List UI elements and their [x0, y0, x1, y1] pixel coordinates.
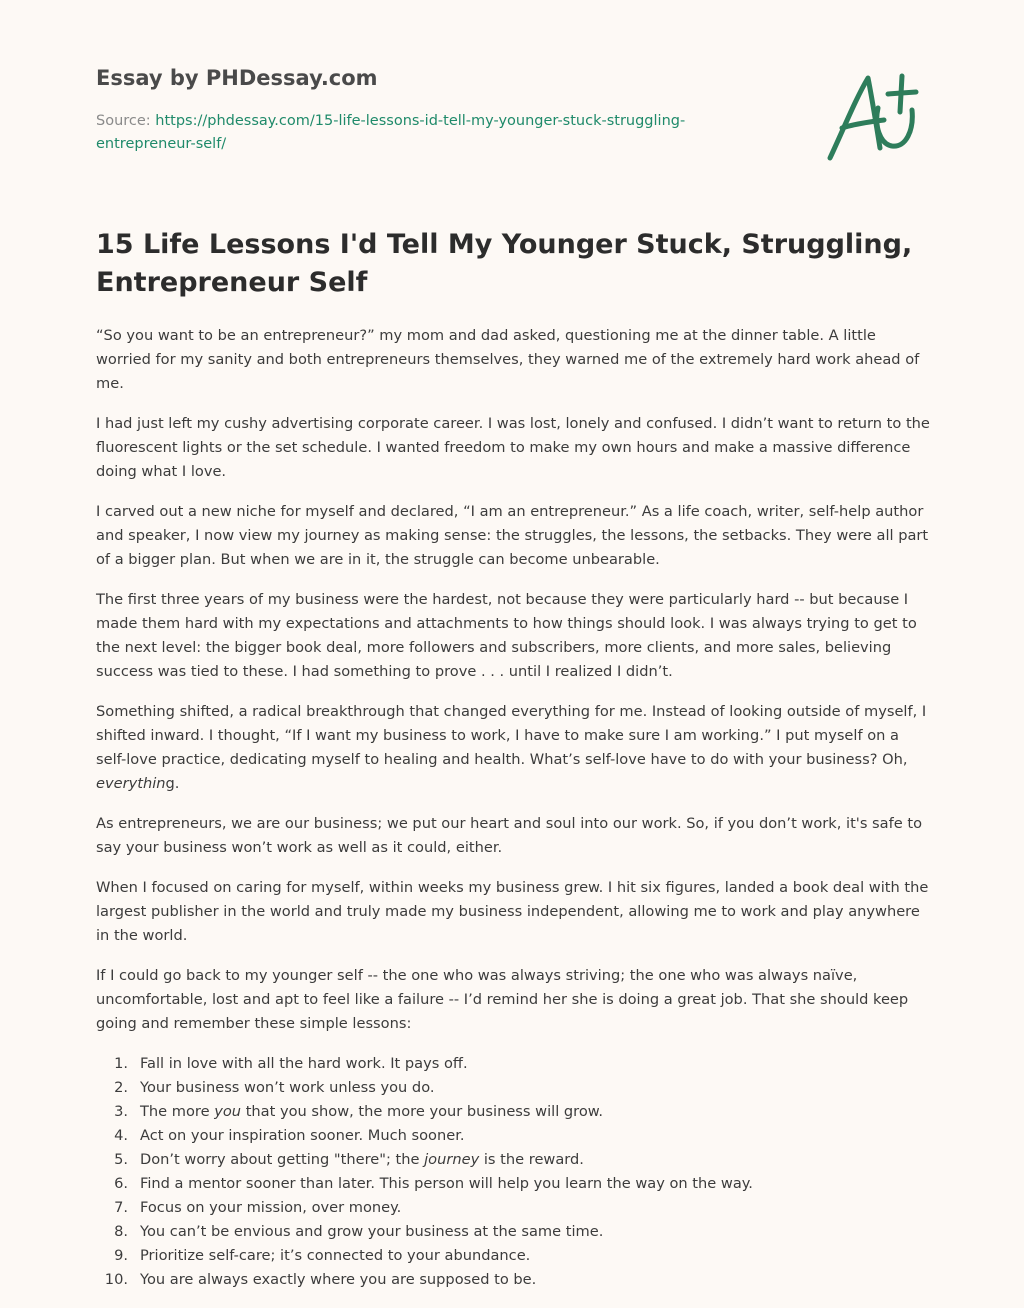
list-number: 1.: [114, 1055, 128, 1072]
paragraph: [96, 412, 930, 484]
paragraph: [96, 964, 930, 1036]
list-item: [96, 1220, 930, 1244]
list-number: 10.: [104, 1271, 128, 1288]
paragraph-text: Something shifted, a radical breakthrough that changed everything for me. Instead of looking outside of myself, I shifted inward. I thought, “If I want my business to work, I have to make sure I am working.” I put myself on a self-love practice, dedicating myself to healing and health. What’s self-love have to do with your business? Oh,: [96, 703, 927, 768]
paragraph-text: When I focused on caring for myself, within weeks my business grew. I hit six figures, landed a book deal with the largest publisher in the world and truly made my business independent, allowing me to work and play anywhere in the world.: [96, 879, 929, 944]
list-item-text: that you show, the more your business will grow.: [241, 1103, 603, 1120]
paragraph: [96, 588, 930, 684]
essay-body: [96, 324, 930, 1292]
list-number: 5.: [114, 1151, 128, 1168]
list-item-text: Fall in love with all the hard work. It pays off.: [140, 1055, 468, 1072]
list-item-text: You are always exactly where you are supposed to be.: [140, 1271, 537, 1288]
list-item: [96, 1076, 930, 1100]
a-plus-logo-icon: [822, 68, 926, 164]
emphasis-text: you: [214, 1103, 242, 1120]
source-line: [96, 110, 736, 156]
paragraph-text: “So you want to be an entrepreneur?” my mom and dad asked, questioning me at the dinner table. A little worried for my sanity and both entrepreneurs themselves, they warned me of the extremely hard work ahead of me.: [96, 327, 920, 392]
list-item-text: is the reward.: [479, 1151, 584, 1168]
list-number: 6.: [114, 1175, 128, 1192]
paragraph-list: [96, 324, 930, 1036]
emphasis-text: journey: [424, 1151, 480, 1168]
paragraph: [96, 700, 930, 796]
list-item-text: The more: [140, 1103, 215, 1120]
emphasis-text: everythin: [96, 775, 166, 792]
list-item: [96, 1148, 930, 1172]
list-item: [96, 1244, 930, 1268]
list-item-text: Prioritize self-care; it’s connected to your abundance.: [140, 1247, 531, 1264]
list-item-text: You can’t be envious and grow your business at the same time.: [140, 1223, 604, 1240]
list-number: 2.: [114, 1079, 128, 1096]
paragraph-text: The first three years of my business were the hardest, not because they were particularly hard -- but because I made them hard with my expectations and attachments to how things should look. I was always trying to get to the next level: the bigger book deal, more followers and subscribers, more clients, and more sales, believing success was tied to these. I had something to prove . . . until I realized I didn’t.: [96, 591, 917, 680]
list-item-text: Your business won’t work unless you do.: [140, 1079, 435, 1096]
list-item: [96, 1100, 930, 1124]
source-link[interactable]: https://phdessay.com/15-life-lessons-id-tell-my-younger-stuck-struggling-entrepreneur-self/: [96, 113, 686, 152]
list-number: 9.: [114, 1247, 128, 1264]
list-item: [96, 1124, 930, 1148]
source-label: Source:: [96, 113, 151, 129]
paragraph-text: As entrepreneurs, we are our business; we put our heart and soul into our work. So, if you don’t work, it's safe to say your business won’t work as well as it could, either.: [96, 815, 923, 856]
site-title: Essay by PHDessay.com: [96, 66, 378, 90]
essay-title: 15 Life Lessons I'd Tell My Younger Stuck, Struggling, Entrepreneur Self: [96, 229, 913, 298]
paragraph-text: I carved out a new niche for myself and declared, “I am an entrepreneur.” As a life coach, writer, self-help author and speaker, I now view my journey as making sense: the struggles, the lessons, the setbacks. They were all part of a bigger plan. But when we are in it, the struggle can become unbearable.: [96, 503, 929, 568]
list-item-text: Don’t worry about getting "there"; the: [140, 1151, 425, 1168]
paragraph: [96, 812, 930, 860]
paragraph-text: If I could go back to my younger self -- the one who was always striving; the one who was always naïve, uncomfortable, lost and apt to feel like a failure -- I’d remind her she is doing a great job. That she should keep going and remember these simple lessons:: [96, 967, 909, 1032]
list-number: 3.: [114, 1103, 128, 1120]
list-item-text: Focus on your mission, over money.: [140, 1199, 402, 1216]
list-item: [96, 1172, 930, 1196]
list-number: 7.: [114, 1199, 128, 1216]
list-item: [96, 1052, 930, 1076]
paragraph: [96, 876, 930, 948]
list-item: [96, 1268, 930, 1292]
lessons-list: [96, 1052, 930, 1292]
list-item-text: Act on your inspiration sooner. Much sooner.: [140, 1127, 465, 1144]
paragraph: [96, 324, 930, 396]
list-number: 4.: [114, 1127, 128, 1144]
paragraph-text: g.: [165, 775, 180, 792]
list-item-text: Find a mentor sooner than later. This person will help you learn the way on the way.: [140, 1175, 753, 1192]
list-number: 8.: [114, 1223, 128, 1240]
list-item: [96, 1196, 930, 1220]
paragraph-text: I had just left my cushy advertising corporate career. I was lost, lonely and confused. I didn’t want to return to the fluorescent lights or the set schedule. I wanted freedom to make my own hours and make a massive difference doing what I love.: [96, 415, 930, 480]
paragraph: [96, 500, 930, 572]
